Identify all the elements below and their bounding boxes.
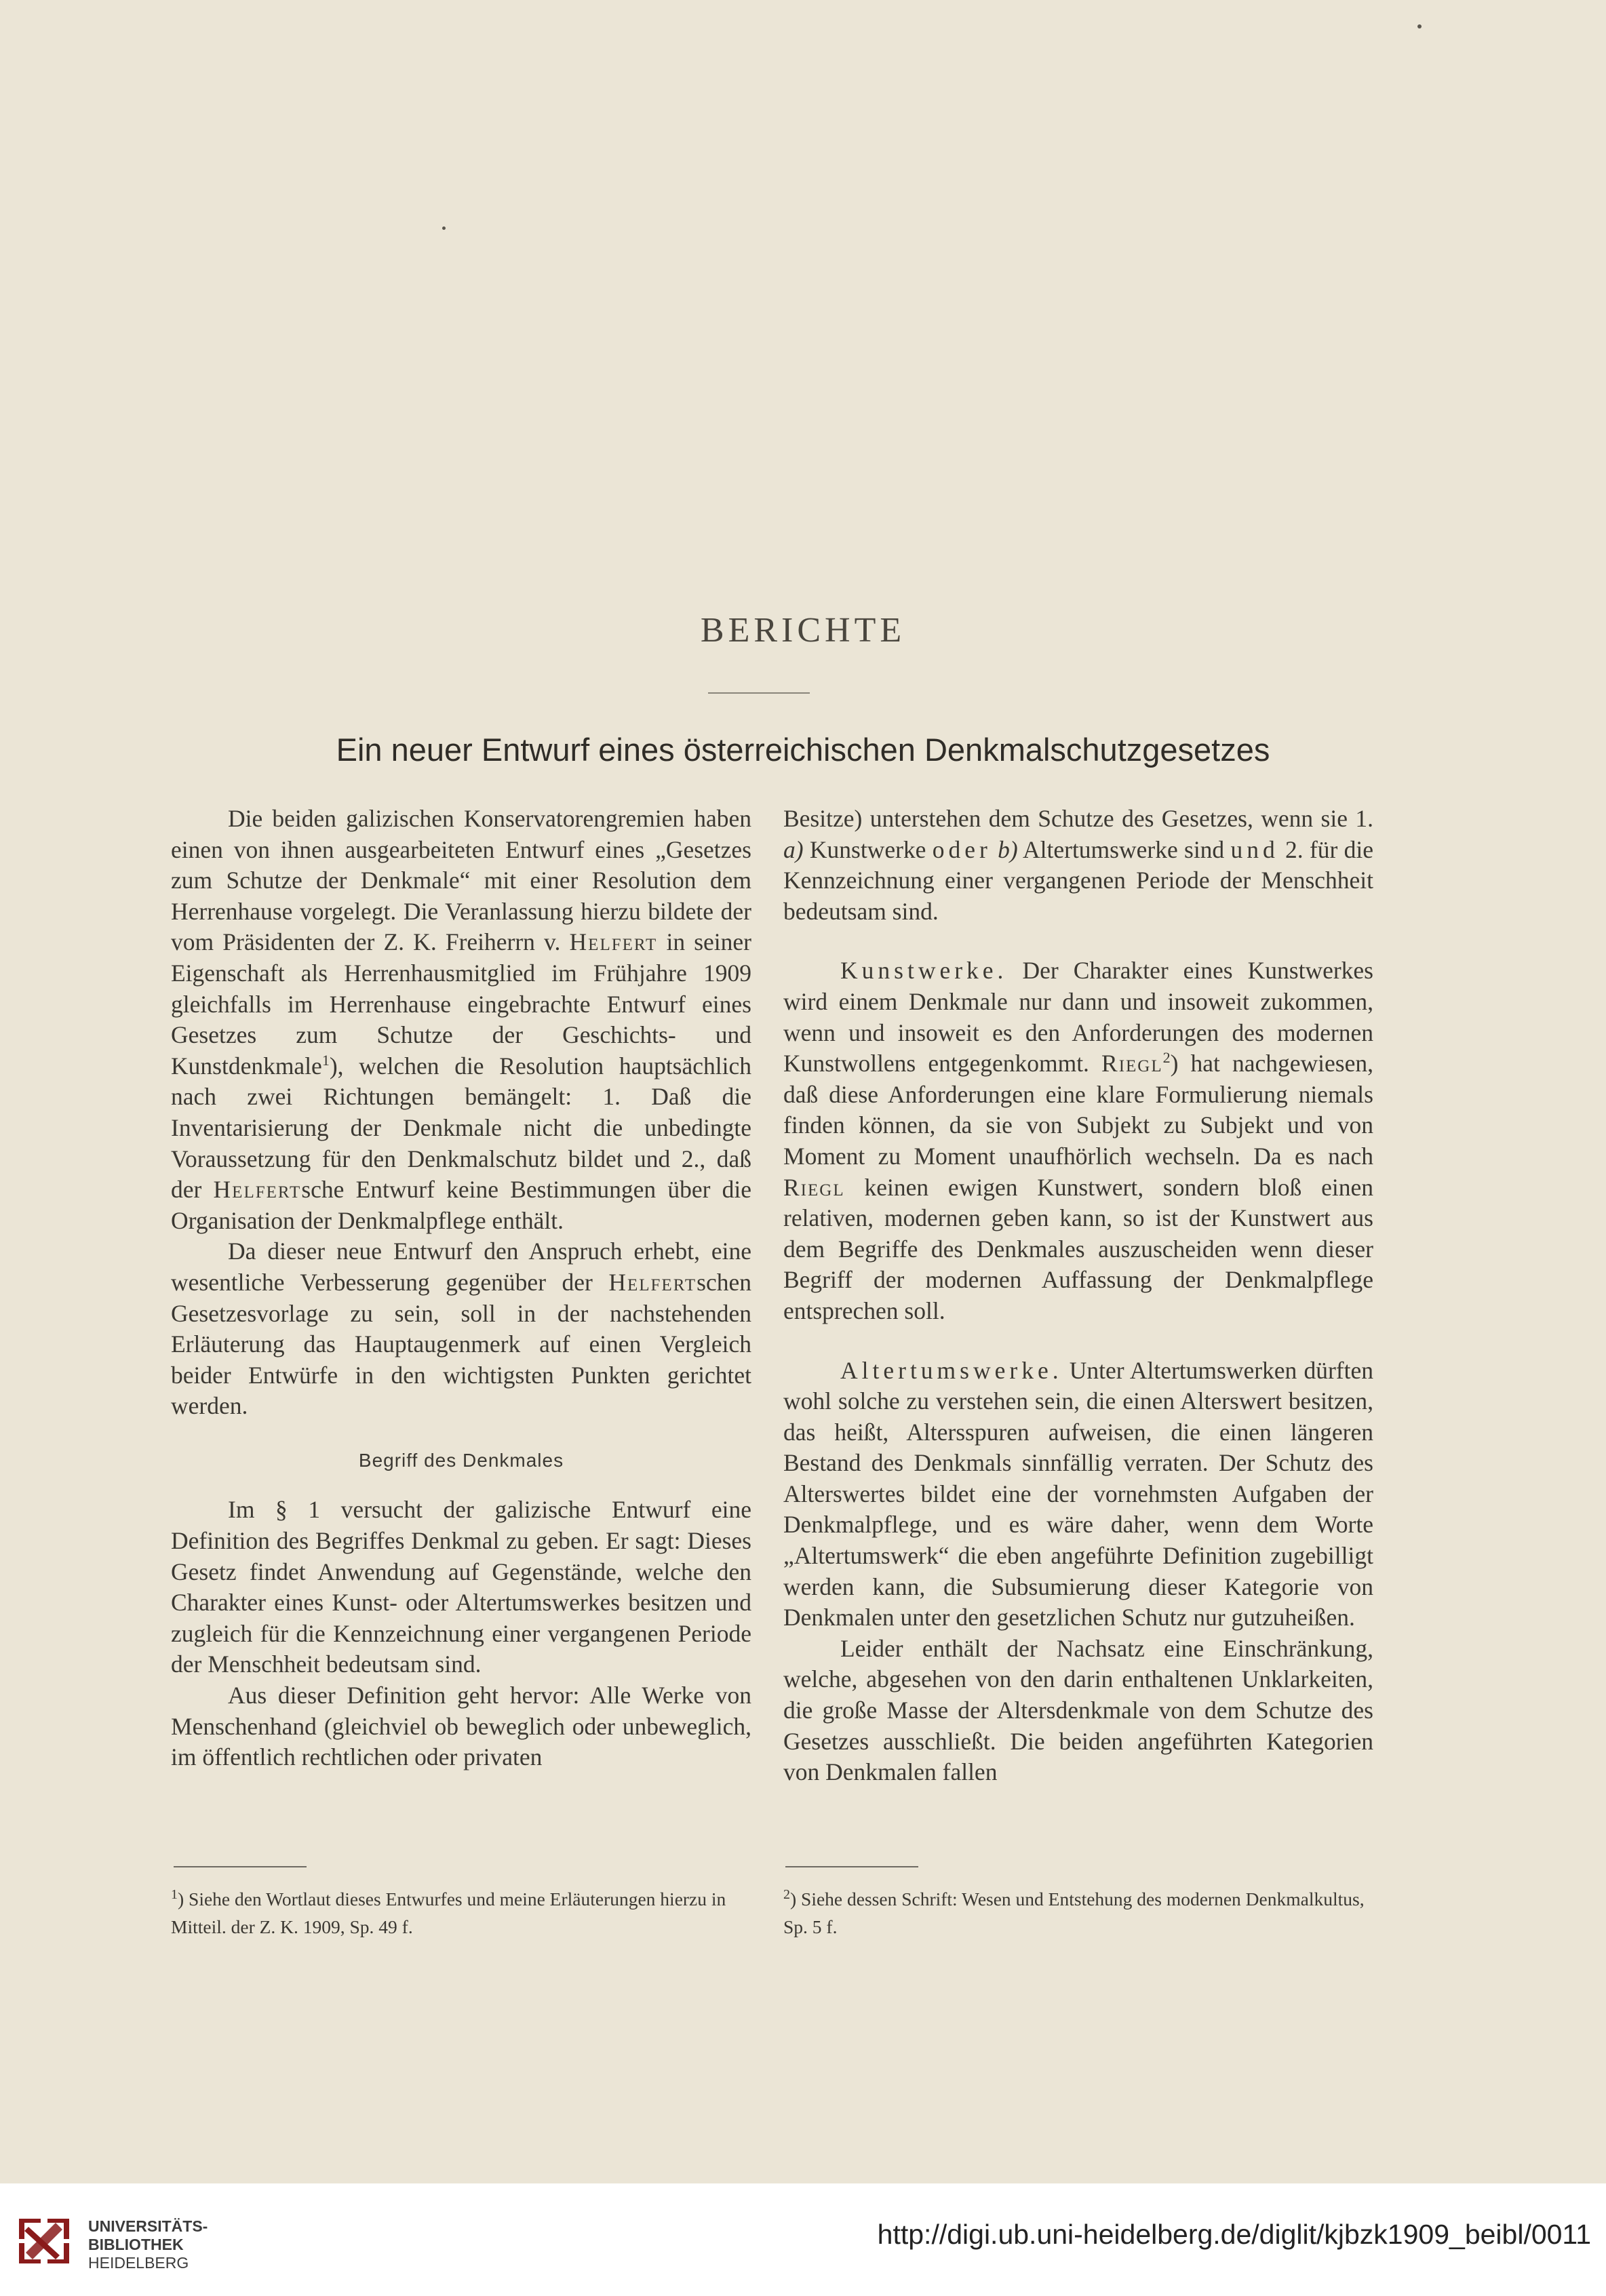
text-run: 2. für die Kennzeichnung einer vergangenen Periode der Menschheit bedeutsam sind. [783, 835, 1373, 925]
text-run: Die beiden galizischen Konservatorengremien haben einen von ihnen ausgearbeiteten Entwurf eines „Gesetzes zum Schutze der Denkmale“ mit einer Resolution dem Herrenhause vorgelegt. Die Veranlassung hierzu bildete der vom Präsidenten der Z. K. Freiherrn v. [171, 805, 751, 956]
paragraph [171, 804, 751, 1236]
library-name-line: BIBLIOTHEK [88, 2236, 184, 2253]
library-name [88, 2217, 208, 2272]
paragraph [783, 955, 1373, 1326]
library-footer [0, 2183, 1606, 2296]
text-run: schen Gesetzesvorlage zu sein, soll in der nachstehenden Erläuterung das Hauptaugenmerk auf einen Vergleich beider Entwürfe in den wichtigsten Punkten gerichtet werden. [171, 1268, 751, 1420]
paragraph: Im § 1 versucht der galizische Entwurf eine Definition des Begriffes Denkmal zu geben. Er sagt: Dieses Gesetz findet Anwendung auf Gegenstände, welche den Charakter eines Kunst- oder Altertumswerkes besitzen und zugleich für die Kennzeichnung einer vergangenen Periode der Menschheit bedeutsam sind. [171, 1496, 751, 1678]
text-run: in seiner Eigenschaft als Herrenhausmitglied im Frühjahre 1909 gleichfalls im Herrenhause eingebrachte Entwurf eines Gesetzes zum Schutze der Geschichts- und Kunstdenkmale [171, 928, 751, 1080]
library-logo-icon[interactable] [15, 2212, 73, 2270]
spaced-lead: Kunstwerke. [840, 957, 1008, 985]
footnote-marker: 2 [783, 1886, 790, 1902]
spaced-word: und [1230, 835, 1279, 863]
footnote-text: ) Siehe dessen Schrift: Wesen und Entstehung des modernen Denkmalkultus, Sp. 5 f. [783, 1888, 1365, 1937]
text-run: Besitze) unterstehen dem Schutze des Gesetzes, wenn sie 1. [783, 805, 1373, 832]
heading-divider [708, 692, 810, 694]
author-name: Riegl [1101, 1050, 1163, 1077]
text-run: Da dieser neue Entwurf den Anspruch erhebt, eine wesentliche Verbesserung gegenüber der [171, 1238, 751, 1296]
paragraph: Aus dieser Definition geht hervor: Alle Werke von Menschenhand (gleichviel ob beweglich oder unbeweglich, im öffentlich rechtlichen oder privaten [171, 1682, 751, 1771]
text-run: sche Entwurf keine Bestimmungen über die Organisation der Denkmalpflege enthält. [171, 1176, 751, 1234]
text-run: b) [991, 835, 1018, 863]
article-title: Ein neuer Entwurf eines österreichischen Denkmalschutzgesetzes [336, 732, 1270, 768]
text-run: ), welchen die Resolution hauptsächlich nach zwei Richtungen bemängelt: 1. Daß die Inventarisierung der Denkmale nicht die unbedingte Voraussetzung für den Denkmalschutz bildet und 2., daß der [171, 1052, 751, 1204]
text-run: Der Charakter eines Kunstwerkes wird einem Denkmale nur dann und insoweit zukommen, wenn und insoweit es den Anforderungen des modernen Kunstwollens entgegenkommt. [783, 957, 1373, 1077]
text-run: Kunstwerke [803, 835, 933, 863]
spaced-lead: Altertumswerke. [840, 1356, 1063, 1384]
library-name-line: HEIDELBERG [88, 2254, 189, 2272]
footnote-divider [174, 1866, 307, 1867]
author-name: Riegl [783, 1173, 845, 1201]
footnote-text: ) Siehe den Wortlaut dieses Entwurfes und meine Erläuterungen hierzu in Mitteil. der Z. K. 1909, Sp. 49 f. [171, 1888, 726, 1937]
text-run: keinen ewigen Kunstwert, sondern bloß einen relativen, modernen geben kann, so ist der Kunstwert aus dem Begriffe des Denkmales auszuscheiden wenn dieser Begriff der modernen Auffassung der Denkmalpflege entsprechen soll. [783, 1173, 1373, 1324]
footnote-ref[interactable]: 2 [1162, 1049, 1171, 1067]
page-speck [1417, 24, 1422, 28]
footnote-divider [785, 1866, 918, 1867]
paragraph [783, 804, 1373, 927]
paragraph [783, 1355, 1373, 1634]
footnote [783, 1885, 1373, 1941]
source-url-link[interactable]: http://digi.ub.uni-heidelberg.de/diglit/kjbzk1909_beibl/0011 [877, 2219, 1591, 2250]
footnote [171, 1885, 751, 1941]
text-run: Unter Altertumswerken dürften wohl solche zu verstehen sein, die einen Alterswert besitzen, das heißt, Altersspuren aufweisen, die einen längeren Bestand des Denkmals sinnfällig verraten. Der Schutz des Alterswertes bildet eine der vornehmsten Aufgaben der Denkmalpflege, und es wäre daher, wenn dem Worte „Altertumswerk“ die eben angeführte Definition zugebilligt werden kann, die Subsumierung dieser Kategorie von Denkmalen unter den gesetzlichen Schutz nur gutzuheißen. [783, 1356, 1373, 1631]
right-column [783, 804, 1373, 1788]
spaced-word: oder [932, 835, 992, 863]
text-run: a) [783, 835, 804, 863]
library-name-line: UNIVERSITÄTS- [88, 2217, 208, 2235]
footnote-marker: 1 [171, 1886, 178, 1902]
left-column [171, 804, 751, 1773]
author-name: Helfert [569, 928, 658, 956]
footnote-ref[interactable]: 1 [321, 1051, 330, 1069]
page-speck [442, 226, 446, 230]
paragraph: Leider enthält der Nachsatz eine Einschränkung, welche, abgesehen von den darin enthaltenen Unklarkeiten, die große Masse der Altersdenkmale von dem Schutze des Gesetzes ausschließt. Die beiden angeführten Kategorien von Denkmalen fallen [783, 1634, 1373, 1786]
author-name: Helfert [608, 1268, 697, 1296]
paragraph [171, 1236, 751, 1422]
text-run: ) hat nachgewiesen, daß diese Anforderungen eine klare Formulierung niemals finden können, da sie von Subjekt zu Subjekt und von Moment zu Moment unaufhörlich wechseln. Da es nach [783, 1050, 1373, 1170]
section-heading: BERICHTE [700, 611, 906, 650]
subheading: Begriff des Denkmales [358, 1449, 564, 1471]
author-name: Helfert [213, 1176, 302, 1204]
text-run: Altertumswerke sind [1017, 835, 1231, 863]
